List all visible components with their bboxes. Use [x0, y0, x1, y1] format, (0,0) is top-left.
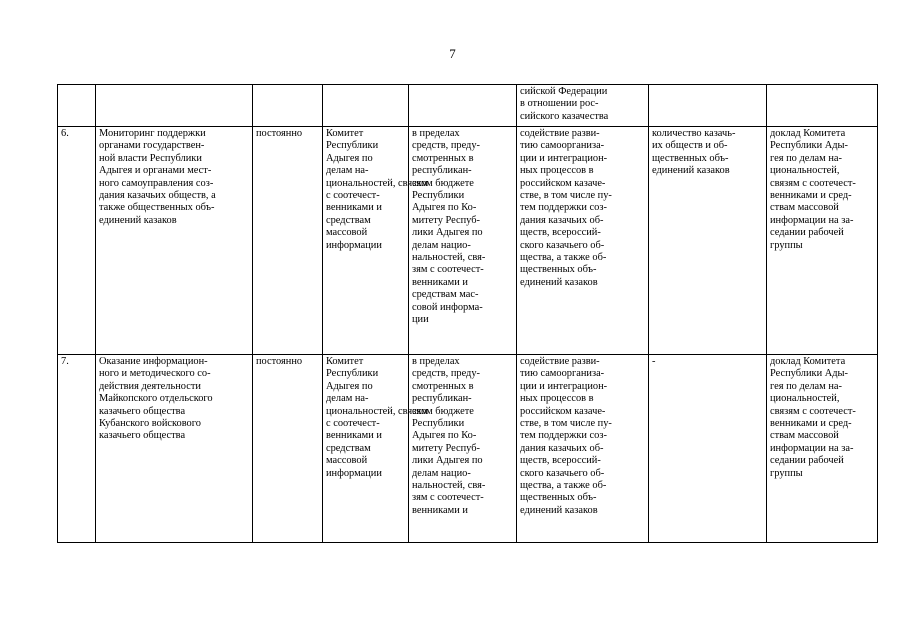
- cell-text-line: ной власти Республики: [99, 152, 202, 164]
- cell-text-line: содействие разви-: [520, 128, 600, 139]
- funding-cell: [409, 127, 517, 355]
- cell-text-line: массовой: [326, 455, 368, 467]
- cell-text-line: Республики: [412, 190, 465, 202]
- cell-text-line: связям с соотечест-: [770, 177, 856, 189]
- cell-text-line: Республики Ады-: [770, 140, 848, 152]
- cell-text-line: лики Адыгея по: [412, 455, 483, 467]
- cell-text-line: ского казачьего об-: [520, 239, 605, 251]
- executor-cell: [323, 85, 409, 127]
- cell-text-line: лики Адыгея по: [412, 227, 483, 239]
- cell-text-line: ском бюджете: [412, 177, 474, 189]
- cell-text-line: Адыгея по: [326, 152, 373, 164]
- cell-text-line: единений казаков: [652, 165, 730, 177]
- cell-text-line: Адыгея по Ко-: [412, 430, 477, 442]
- row-number-cell: 6.: [58, 127, 96, 355]
- cell-text-line: ного и методического со-: [99, 368, 211, 380]
- cell-text-line: также общественных объ-: [99, 202, 215, 214]
- cell-text-line: доклад Комитета: [770, 356, 846, 367]
- cell-text-line: ного самоуправления соз-: [99, 177, 214, 189]
- cell-text-line: действия деятельности: [99, 380, 201, 392]
- cell-text-line: Адыгея по Ко-: [412, 202, 477, 214]
- cell-text-line: совой информа-: [412, 301, 483, 313]
- cell-text-line: ществ, всероссий-: [520, 455, 601, 467]
- cell-text-line: постоянно: [256, 356, 303, 367]
- cell-text-line: нальностей, свя-: [412, 480, 486, 492]
- page-number: 7: [449, 46, 456, 61]
- cell-text-line: российском казаче-: [520, 405, 606, 417]
- events-plan-table: [57, 84, 878, 543]
- cell-text-line: постоянно: [256, 128, 303, 139]
- funding-cell: [409, 355, 517, 543]
- cell-text-line: Майкопского отдельского: [99, 393, 213, 405]
- cell-text-line: Оказание информацион-: [99, 356, 208, 367]
- cell-text-line: дания казачьих об-: [520, 214, 604, 226]
- table-row: [58, 355, 878, 543]
- cell-text-line: Мониторинг поддержки: [99, 128, 206, 139]
- cell-text-line: информации: [326, 239, 382, 251]
- cell-text-line: венниками и: [326, 430, 382, 442]
- cell-text-line: средствам: [326, 214, 371, 226]
- cell-text-line: средствам мас-: [412, 289, 479, 301]
- cell-text-line: средств, преду-: [412, 140, 480, 152]
- cell-text-line: циональностей,: [770, 165, 840, 177]
- cell-text-line: доклад Комитета: [770, 128, 846, 139]
- cell-text-line: дания казачьих обществ, а: [99, 190, 216, 202]
- cell-text-line: зям с соотечест-: [412, 492, 484, 504]
- cell-text-line: седании рабочей: [770, 455, 844, 467]
- cell-text-line: в отношении рос-: [520, 98, 599, 110]
- cell-text-line: единений казаков: [520, 276, 598, 288]
- cell-text-line: щества, а также об-: [520, 480, 607, 492]
- cell-text-line: ствам массовой: [770, 202, 839, 214]
- cell-text-line: тем поддержки соз-: [520, 202, 607, 214]
- cell-text-line: с соотечест-: [326, 190, 380, 202]
- cell-text-line: щественных объ-: [520, 264, 597, 276]
- report-cell: [767, 355, 878, 543]
- cell-text-line: группы: [770, 467, 803, 479]
- cell-text-line: Адыгея и органами мест-: [99, 165, 212, 177]
- cell-text-line: ции и интеграцион-: [520, 152, 608, 164]
- cell-text-line: единений казаков: [520, 504, 598, 516]
- cell-text-line: ствам массовой: [770, 430, 839, 442]
- cell-text-line: нальностей, свя-: [412, 252, 486, 264]
- cell-text-line: ского казачьего об-: [520, 467, 605, 479]
- cell-text-line: их обществ и об-: [652, 140, 728, 152]
- cell-text-line: делам на-: [326, 393, 369, 405]
- cell-text-line: с соотечест-: [326, 418, 380, 430]
- cell-text-line: сийского казачества: [520, 110, 609, 122]
- cell-text-line: гея по делам на-: [770, 152, 842, 164]
- event-cell: [96, 127, 253, 355]
- cell-text-line: митету Респуб-: [412, 442, 480, 454]
- cell-text-line: российском казаче-: [520, 177, 606, 189]
- cell-text-line: Кубанского войскового: [99, 418, 201, 430]
- term-cell: [253, 85, 323, 127]
- cell-text-line: седании рабочей: [770, 227, 844, 239]
- cell-text-line: связям с соотечест-: [770, 405, 856, 417]
- cell-text-line: тию самоорганиза-: [520, 368, 605, 380]
- cell-text-line: Республики: [326, 140, 379, 152]
- cell-text-line: тию самоорганиза-: [520, 140, 605, 152]
- cell-text-line: делам нацио-: [412, 239, 471, 251]
- cell-text-line: сийской Федерации: [520, 86, 608, 97]
- cell-text-line: содействие разви-: [520, 356, 600, 367]
- cell-text-line: тем поддержки соз-: [520, 430, 607, 442]
- cell-text-line: республикан-: [412, 393, 472, 405]
- term-cell: [253, 355, 323, 543]
- cell-text-line: венниками и сред-: [770, 190, 852, 202]
- cell-text-line: стве, в том числе пу-: [520, 418, 612, 430]
- event-cell: [96, 85, 253, 127]
- row-number-cell: 7.: [58, 355, 96, 543]
- cell-text-line: органами государствен-: [99, 140, 205, 152]
- cell-text-line: Адыгея по: [326, 380, 373, 392]
- goal-cell: [517, 127, 649, 355]
- cell-text-line: венниками и: [326, 202, 382, 214]
- cell-text-line: информации: [326, 467, 382, 479]
- cell-text-line: циональностей, связям: [326, 177, 428, 189]
- event-cell: [96, 355, 253, 543]
- cell-text-line: группы: [770, 239, 803, 251]
- funding-cell: [409, 85, 517, 127]
- cell-text-line: ции: [412, 314, 429, 326]
- cell-text-line: ных процессов в: [520, 165, 594, 177]
- cell-text-line: информации на за-: [770, 214, 854, 226]
- cell-text-line: количество казачь-: [652, 128, 736, 139]
- cell-text-line: ском бюджете: [412, 405, 474, 417]
- cell-text-line: массовой: [326, 227, 368, 239]
- cell-text-line: смотренных в: [412, 380, 474, 392]
- cell-text-line: гея по делам на-: [770, 380, 842, 392]
- cell-text-line: стве, в том числе пу-: [520, 190, 612, 202]
- cell-text-line: циональностей,: [770, 393, 840, 405]
- cell-text-line: республикан-: [412, 165, 472, 177]
- cell-text-line: дания казачьих об-: [520, 442, 604, 454]
- cell-text-line: информации на за-: [770, 442, 854, 454]
- table-row: [58, 85, 878, 127]
- cell-text-line: смотренных в: [412, 152, 474, 164]
- indicator-cell: [649, 127, 767, 355]
- executor-cell: [323, 127, 428, 355]
- cell-text-line: в пределах: [412, 356, 460, 367]
- cell-text-line: делам нацио-: [412, 467, 471, 479]
- cell-text-line: средствам: [326, 442, 371, 454]
- report-cell: [767, 85, 878, 127]
- cell-text-line: делам на-: [326, 165, 369, 177]
- row-number-cell: [58, 85, 96, 127]
- cell-text-line: щества, а также об-: [520, 252, 607, 264]
- cell-text-line: Комитет: [326, 356, 364, 367]
- term-cell: [253, 127, 323, 355]
- table-row: [58, 127, 878, 355]
- cell-text-line: -: [652, 356, 656, 367]
- cell-text-line: средств, преду-: [412, 368, 480, 380]
- cell-text-line: ции и интеграцион-: [520, 380, 608, 392]
- goal-cell: [517, 355, 649, 543]
- executor-cell: [323, 355, 428, 543]
- cell-text-line: в пределах: [412, 128, 460, 139]
- cell-text-line: Республики Ады-: [770, 368, 848, 380]
- cell-text-line: венниками и: [412, 276, 468, 288]
- cell-text-line: Республики: [412, 418, 465, 430]
- report-cell: [767, 127, 878, 355]
- cell-text-line: единений казаков: [99, 214, 177, 226]
- cell-text-line: щественных объ-: [520, 492, 597, 504]
- goal-cell: [517, 85, 649, 127]
- cell-text-line: ществ, всероссий-: [520, 227, 601, 239]
- cell-text-line: венниками и сред-: [770, 418, 852, 430]
- indicator-cell: [649, 355, 767, 543]
- cell-text-line: зям с соотечест-: [412, 264, 484, 276]
- cell-text-line: венниками и: [412, 504, 468, 516]
- cell-text-line: Республики: [326, 368, 379, 380]
- cell-text-line: ных процессов в: [520, 393, 594, 405]
- cell-text-line: казачьего общества: [99, 430, 186, 442]
- cell-text-line: циональностей, связям: [326, 405, 428, 417]
- cell-text-line: щественных объ-: [652, 152, 729, 164]
- cell-text-line: митету Респуб-: [412, 214, 480, 226]
- cell-text-line: Комитет: [326, 128, 364, 139]
- indicator-cell: [649, 85, 767, 127]
- cell-text-line: казачьего общества: [99, 405, 186, 417]
